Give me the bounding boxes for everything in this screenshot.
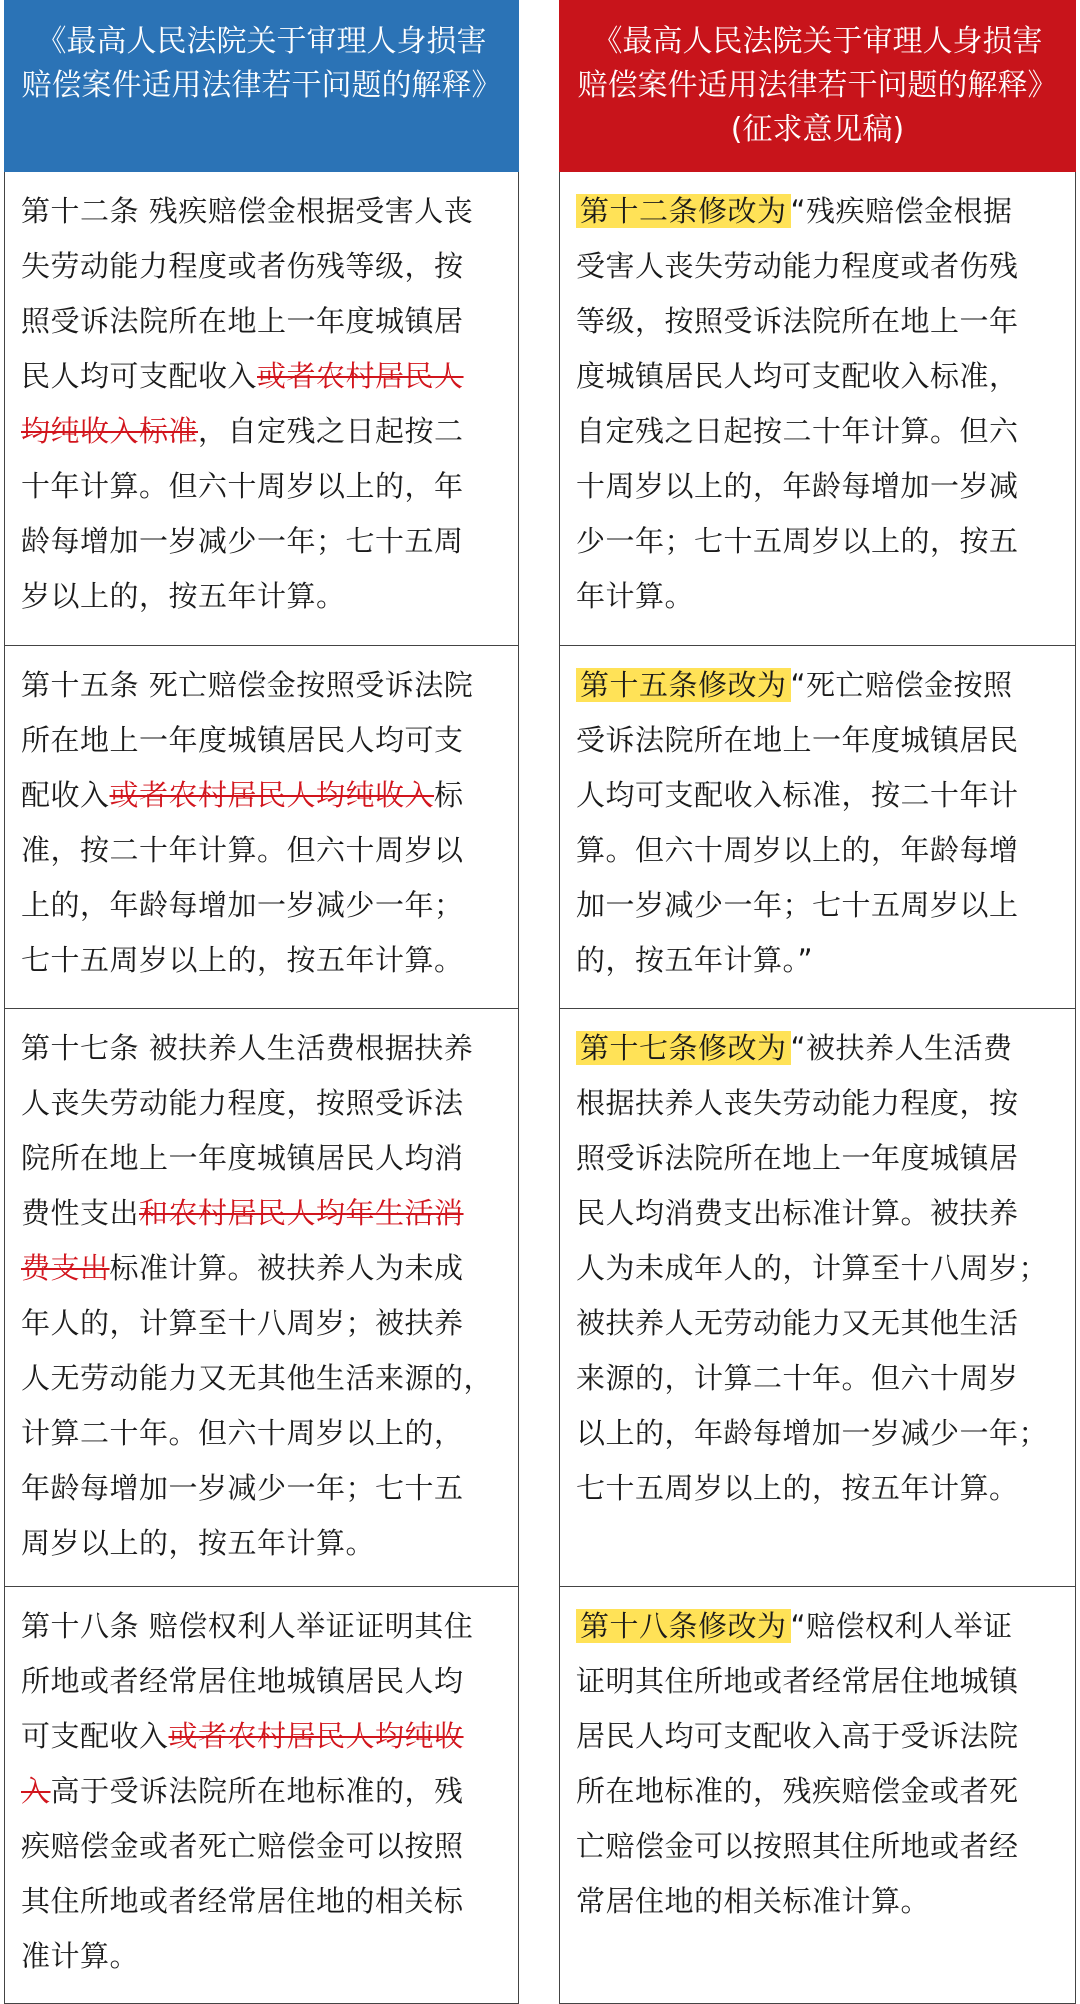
draft-header	[559, 0, 1076, 172]
text-line	[576, 878, 1075, 933]
deleted-text: 和农村居民人均年生活消	[139, 1196, 464, 1230]
text-line	[576, 349, 1075, 404]
text-line	[576, 514, 1075, 569]
highlighted-label: 第十二条修改为	[576, 194, 791, 228]
text-line	[21, 1406, 518, 1461]
text-segment: 上的，年龄每增加一岁减少一年；	[21, 888, 464, 922]
text-line	[576, 1131, 1075, 1186]
text-segment: 岁以上的，按五年计算。	[21, 579, 346, 613]
text-line	[21, 1021, 518, 1076]
text-segment: 失劳动能力程度或者伤残等级，按	[21, 249, 464, 283]
text-segment: 加一岁减少一年；七十五周岁以上	[576, 888, 1019, 922]
text-segment: 受害人丧失劳动能力程度或者伤残	[576, 249, 1019, 283]
article-15-original	[4, 646, 519, 1009]
text-line	[21, 1599, 518, 1654]
text-segment: 以上的，年龄每增加一岁减少一年；	[576, 1416, 1049, 1450]
text-segment: 度城镇居民人均可支配收入标准，	[576, 359, 1019, 393]
text-segment: 常居住地的相关标准计算。	[576, 1884, 931, 1918]
text-line	[576, 933, 1075, 988]
text-line	[576, 768, 1075, 823]
text-segment: 高于受诉法院所在地标准的，残	[50, 1774, 464, 1808]
text-line	[576, 1021, 1075, 1076]
header-line: 《最高人民法院关于审理人身损害	[592, 24, 1043, 59]
text-line	[21, 878, 518, 933]
text-line	[21, 713, 518, 768]
text-line	[576, 1764, 1075, 1819]
article-17-original	[4, 1009, 519, 1587]
header-line: 《最高人民法院关于审理人身损害	[36, 24, 487, 59]
text-line	[21, 514, 518, 569]
text-line	[576, 1406, 1075, 1461]
text-line	[576, 1461, 1075, 1516]
text-segment: 十周岁以上的，年龄每增加一岁减	[576, 469, 1019, 503]
text-segment: “死亡赔偿金按照	[790, 668, 1013, 702]
text-segment: 第十五条 死亡赔偿金按照受诉法院	[21, 668, 474, 702]
text-line	[576, 1709, 1075, 1764]
text-segment: 第十八条 赔偿权利人举证证明其住	[21, 1609, 474, 1643]
text-line	[21, 768, 518, 823]
text-line	[576, 1599, 1075, 1654]
text-line	[576, 1819, 1075, 1874]
text-segment: 可支配收入	[21, 1719, 169, 1753]
text-line	[21, 658, 518, 713]
deleted-text: 入	[21, 1774, 51, 1808]
text-segment: 费性支出	[21, 1196, 140, 1230]
text-line	[576, 823, 1075, 878]
header-line: 赔偿案件适用法律若干问题的解释》	[577, 68, 1058, 103]
text-line	[576, 459, 1075, 514]
text-segment: 所地或者经常居住地城镇居民人均	[21, 1664, 464, 1698]
text-segment: “被扶养人生活费	[790, 1031, 1013, 1065]
text-segment: 十年计算。但六十周岁以上的，年	[21, 469, 464, 503]
text-line	[576, 1296, 1075, 1351]
text-segment: 所在地标准的，残疾赔偿金或者死	[576, 1774, 1019, 1808]
text-segment: 计算二十年。但六十周岁以上的，	[21, 1416, 464, 1450]
text-segment: 民人均消费支出标准计算。被扶养	[576, 1196, 1019, 1230]
deleted-text: 费支出	[21, 1251, 110, 1285]
text-line	[21, 1516, 518, 1571]
article-12-draft	[559, 172, 1076, 646]
text-segment: 等级，按照受诉法院所在地上一年	[576, 304, 1019, 338]
text-line	[576, 713, 1075, 768]
text-segment: 院所在地上一年度城镇居民人均消	[21, 1141, 464, 1175]
text-line	[21, 184, 518, 239]
text-line	[576, 1241, 1075, 1296]
text-line	[21, 1929, 518, 1984]
text-line	[21, 1819, 518, 1874]
text-line	[21, 933, 518, 988]
original-header	[4, 0, 519, 172]
text-line	[21, 823, 518, 878]
text-segment: 人无劳动能力又无其他生活来源的，	[21, 1361, 494, 1395]
text-line	[576, 1654, 1075, 1709]
text-segment: 年人的，计算至十八周岁；被扶养	[21, 1306, 464, 1340]
text-segment: 七十五周岁以上的，按五年计算。	[576, 1471, 1019, 1505]
text-line	[21, 1241, 518, 1296]
text-line	[21, 569, 518, 624]
article-18-original	[4, 1587, 519, 2004]
text-segment: 证明其住所地或者经常居住地城镇	[576, 1664, 1019, 1698]
text-segment: “残疾赔偿金根据	[790, 194, 1013, 228]
highlighted-label: 第十七条修改为	[576, 1031, 791, 1065]
text-segment: 标	[434, 778, 464, 812]
text-segment: 被扶养人无劳动能力又无其他生活	[576, 1306, 1019, 1340]
text-segment: 其住所地或者经常居住地的相关标	[21, 1884, 464, 1918]
text-segment: 标准计算。被扶养人为未成	[109, 1251, 464, 1285]
text-line	[21, 1764, 518, 1819]
text-line	[21, 1654, 518, 1709]
text-line	[21, 459, 518, 514]
highlighted-label: 第十八条修改为	[576, 1609, 791, 1643]
text-segment: ，自定残之日起按二	[198, 414, 464, 448]
text-segment: 龄每增加一岁减少一年；七十五周	[21, 524, 464, 558]
text-segment: 年计算。	[576, 579, 695, 613]
text-line	[21, 239, 518, 294]
text-segment: 居民人均可支配收入高于受诉法院	[576, 1719, 1019, 1753]
text-line	[21, 1076, 518, 1131]
text-line	[21, 1131, 518, 1186]
text-segment: 人丧失劳动能力程度，按照受诉法	[21, 1086, 464, 1120]
text-segment: 七十五周岁以上的，按五年计算。	[21, 943, 464, 977]
text-line	[576, 1186, 1075, 1241]
text-segment: 第十七条 被扶养人生活费根据扶养	[21, 1031, 474, 1065]
text-segment: 受诉法院所在地上一年度城镇居民	[576, 723, 1019, 757]
text-segment: 照受诉法院所在地上一年度城镇居	[576, 1141, 1019, 1175]
text-line	[21, 1461, 518, 1516]
article-17-draft	[559, 1009, 1076, 1587]
deleted-text: 或者农村居民人	[257, 359, 464, 393]
text-line	[21, 1709, 518, 1764]
text-line	[21, 404, 518, 459]
deleted-text: 或者农村居民人均纯收入	[109, 778, 435, 812]
article-12-original	[4, 172, 519, 646]
text-line	[576, 294, 1075, 349]
text-segment: “赔偿权利人举证	[790, 1609, 1013, 1643]
text-segment: 所在地上一年度城镇居民人均可支	[21, 723, 464, 757]
text-segment: 算。但六十周岁以上的，年龄每增	[576, 833, 1019, 867]
text-segment: 疾赔偿金或者死亡赔偿金可以按照	[21, 1829, 464, 1863]
text-segment: 少一年；七十五周岁以上的，按五	[576, 524, 1019, 558]
text-line	[576, 184, 1075, 239]
header-line: (征求意见稿)	[730, 112, 905, 147]
text-segment: 准，按二十年计算。但六十周岁以	[21, 833, 464, 867]
text-line	[576, 404, 1075, 459]
text-segment: 来源的，计算二十年。但六十周岁	[576, 1361, 1019, 1395]
text-segment: 的，按五年计算。”	[576, 943, 814, 977]
text-line	[21, 1186, 518, 1241]
text-line	[21, 1296, 518, 1351]
text-line	[576, 1874, 1075, 1929]
text-segment: 配收入	[21, 778, 110, 812]
text-segment: 年龄每增加一岁减少一年；七十五	[21, 1471, 464, 1505]
text-segment: 周岁以上的，按五年计算。	[21, 1526, 376, 1560]
text-segment: 自定残之日起按二十年计算。但六	[576, 414, 1019, 448]
text-segment: 第十二条 残疾赔偿金根据受害人丧	[21, 194, 474, 228]
article-15-draft	[559, 646, 1076, 1009]
text-segment: 人均可支配收入标准，按二十年计	[576, 778, 1019, 812]
text-line	[576, 1076, 1075, 1131]
text-line	[21, 1351, 518, 1406]
header-line: 赔偿案件适用法律若干问题的解释》	[21, 68, 502, 103]
text-line	[21, 349, 518, 404]
deleted-text: 均纯收入标准	[21, 414, 199, 448]
text-line	[576, 239, 1075, 294]
text-segment: 准计算。	[21, 1939, 140, 1973]
text-segment: 根据扶养人丧失劳动能力程度，按	[576, 1086, 1019, 1120]
highlighted-label: 第十五条修改为	[576, 668, 791, 702]
text-segment: 照受诉法院所在地上一年度城镇居	[21, 304, 464, 338]
text-line	[21, 1874, 518, 1929]
text-line	[576, 658, 1075, 713]
text-line	[21, 294, 518, 349]
text-segment: 人为未成年人的，计算至十八周岁；	[576, 1251, 1049, 1285]
deleted-text: 或者农村居民人均纯收	[168, 1719, 464, 1753]
article-18-draft	[559, 1587, 1076, 2004]
text-segment: 亡赔偿金可以按照其住所地或者经	[576, 1829, 1019, 1863]
text-segment: 民人均可支配收入	[21, 359, 258, 393]
text-line	[576, 1351, 1075, 1406]
text-line	[576, 569, 1075, 624]
